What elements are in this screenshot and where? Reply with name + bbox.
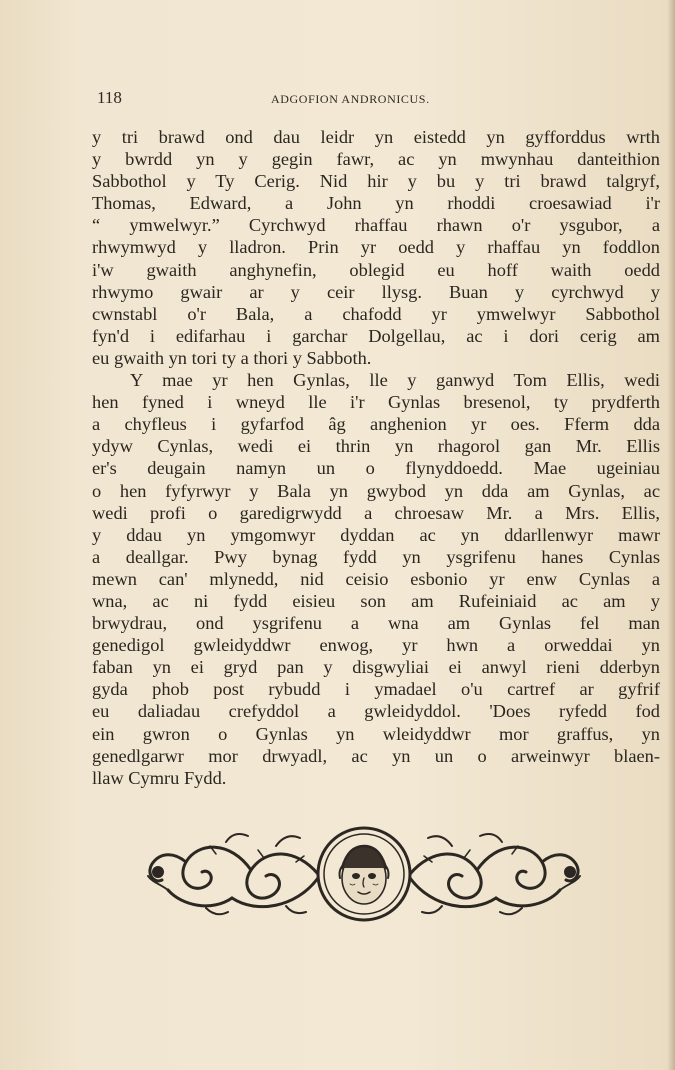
page-edge-shadow <box>667 0 675 1070</box>
paragraph-1 <box>92 126 660 369</box>
text-line: Y mae yr hen Gynlas, lle y ganwyd Tom Ellis, wedi <box>130 370 660 391</box>
cherub-head-icon <box>340 846 389 904</box>
text-line: wna, ac ni fydd eisieu son am Rufeiniaid ac am y <box>92 590 660 611</box>
text-line: genedigol gwleidyddwr enwog, yr hwn a orweddai yn <box>92 635 660 656</box>
page-number: 118 <box>97 88 122 107</box>
text-line: er's deugain namyn un o flynyddoedd. Mae ugeiniau <box>92 458 660 479</box>
text-line: y ddau yn ymgomwyr dyddan ac yn ddarllenwyr mawr <box>92 524 660 545</box>
text-line: llaw Cymru Fydd. <box>92 767 227 788</box>
text-line: wedi profi o garedigrwydd a chroesaw Mr. a Mrs. Ellis, <box>92 502 660 523</box>
paragraph-2 <box>92 369 660 789</box>
body-text <box>92 126 660 789</box>
text-line: rhwymwyd y lladron. Prin yr oedd y rhaffau yn foddlon <box>92 237 660 258</box>
left-foliage-scroll-icon <box>148 834 318 914</box>
text-line: ydyw Cynlas, wedi ei thrin yn rhagorol gan Mr. Ellis <box>92 436 660 457</box>
running-title: ADGOFION ANDRONICUS. <box>271 92 430 106</box>
right-foliage-scroll-icon <box>410 834 580 914</box>
text-line: hen fyned i wneyd lle i'r Gynlas bresenol, ty prydferth <box>92 392 660 413</box>
text-line: Thomas, Edward, a John yn rhoddi croesawiad i'r <box>92 193 660 214</box>
right-bud-icon <box>565 867 575 877</box>
text-line: faban yn ei gryd pan y disgwyliai ei anwyl rieni dderbyn <box>92 657 660 678</box>
left-bud-icon <box>153 867 163 877</box>
text-line: i'w gwaith anghynefin, oblegid eu hoff waith oedd <box>92 259 660 280</box>
text-line: brwydrau, ond ysgrifenu a wna am Gynlas fel man <box>92 613 660 634</box>
text-line: a deallgar. Pwy bynag fydd yn ysgrifenu hanes Cynlas <box>92 546 660 567</box>
text-line: “ ymwelwyr.” Cyrchwyd rhaffau rhawn o'r ysgubor, a <box>92 215 660 236</box>
text-line: ein gwron o Gynlas yn wleidyddwr mor graffus, yn <box>92 723 660 744</box>
text-line: fyn'd i edifarhau i garchar Dolgellau, ac i dori cerig am <box>92 325 660 346</box>
text-line: o hen fyfyrwyr y Bala yn gwybod yn dda am Gynlas, ac <box>92 480 660 501</box>
text-line: eu gwaith yn tori ty a thori y Sabboth. <box>92 347 372 368</box>
text-line: Sabbothol y Ty Cerig. Nid hir y bu y tri brawd talgryf, <box>92 171 660 192</box>
text-line: genedlgarwr mor drwyadl, ac yn un o arweinwyr blaen- <box>92 745 660 766</box>
text-line: a chyfleus i gyfarfod âg anghenion yr oes. Fferm dda <box>92 414 660 435</box>
text-line: cwnstabl o'r Bala, a chafodd yr ymwelwyr Sabbothol <box>92 303 660 324</box>
tailpiece-ornament <box>146 818 582 930</box>
page-header <box>97 88 659 112</box>
text-line: rhwymo gwair ar y ceir llysg. Buan y cyrchwyd y <box>92 281 660 302</box>
text-line: gyda phob post rybudd i ymadael o'u cartref ar gyfrif <box>92 679 660 700</box>
text-line: y bwrdd yn y gegin fawr, ac yn mwynhau danteithion <box>92 149 660 170</box>
text-line: eu daliadau crefyddol a gwleidyddol. 'Does ryfedd fod <box>92 701 660 722</box>
text-line: y tri brawd ond dau leidr yn eistedd yn gyfforddus wrth <box>92 127 660 147</box>
text-line: mewn can' mlynedd, nid ceisio esbonio yr enw Cynlas a <box>92 568 660 589</box>
